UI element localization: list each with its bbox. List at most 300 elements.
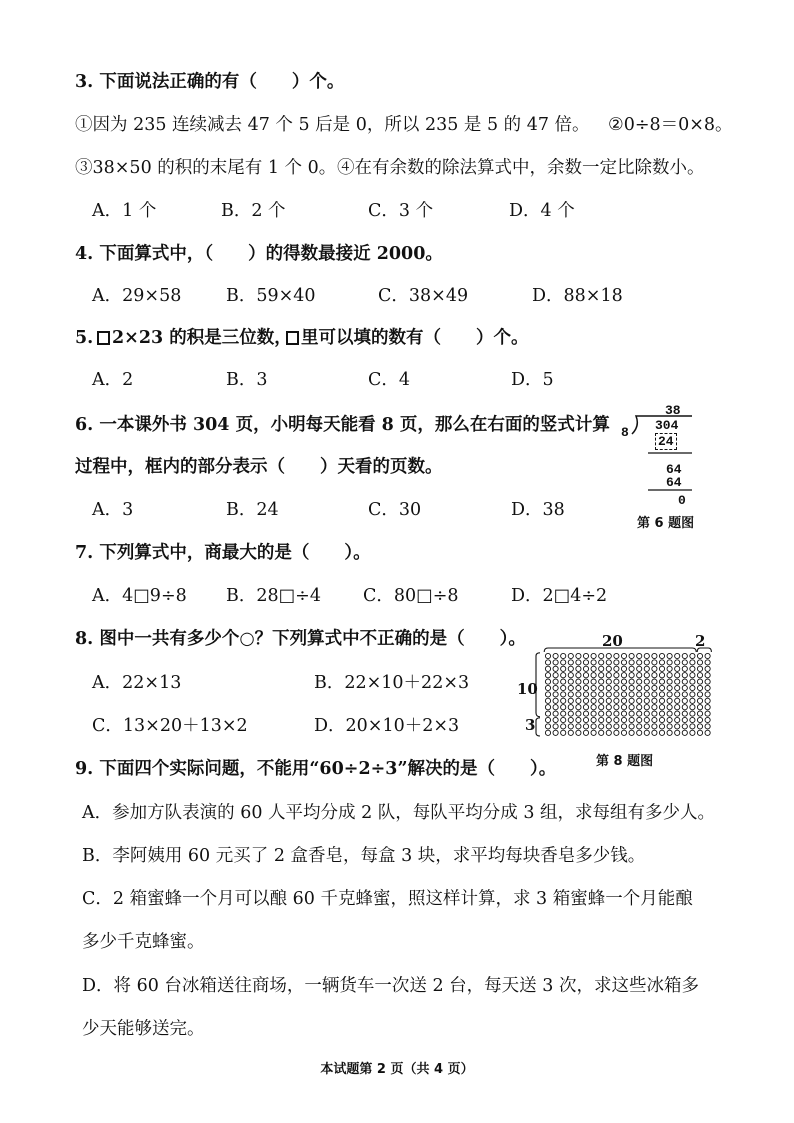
grid-circle	[576, 653, 581, 658]
grid-circle	[561, 705, 566, 710]
grid-circle	[591, 679, 596, 684]
grid-circle	[659, 724, 664, 729]
grid-circle	[599, 673, 604, 678]
grid-circle	[629, 673, 634, 678]
grid-circle	[576, 660, 581, 665]
grid-circle	[545, 698, 550, 703]
question-4-option-d[interactable]: D．88×18	[532, 286, 623, 306]
grid-circle	[629, 730, 634, 735]
grid-circle	[545, 685, 550, 690]
question-5-stem-rest: 里可以填的数有（ ）个。	[301, 328, 529, 348]
circle-grid-figure	[534, 648, 719, 743]
grid-circle	[599, 660, 604, 665]
question-3-statement-2: ②0÷8＝0×8。	[608, 115, 733, 135]
grid-circle	[690, 717, 695, 722]
side-brace-top	[536, 653, 540, 717]
grid-circle	[599, 685, 604, 690]
grid-circle	[545, 653, 550, 658]
grid-circle	[568, 653, 573, 658]
grid-circle	[682, 666, 687, 671]
question-3-option-b[interactable]: B．2 个	[221, 201, 286, 221]
grid-circle	[705, 724, 710, 729]
grid-circle	[667, 698, 672, 703]
grid-circle	[644, 660, 649, 665]
grid-circle	[629, 705, 634, 710]
grid-circle	[561, 685, 566, 690]
grid-circle	[621, 685, 626, 690]
grid-circle	[659, 660, 664, 665]
grid-circle	[705, 673, 710, 678]
grid-circle	[591, 673, 596, 678]
grid-circle	[675, 717, 680, 722]
grid-circle	[697, 717, 702, 722]
grid-circle	[705, 685, 710, 690]
grid-circle	[690, 685, 695, 690]
grid-circle	[576, 666, 581, 671]
grid-circle	[690, 692, 695, 697]
question-5-option-b[interactable]: B．3	[226, 370, 268, 390]
long-division-figure	[620, 400, 700, 510]
grid-circle	[667, 666, 672, 671]
grid-circle	[583, 698, 588, 703]
question-4-stem: 4. 下面算式中，（ ）的得数最接近 2000。	[75, 244, 443, 264]
question-3-option-d[interactable]: D．4 个	[509, 201, 575, 221]
grid-circle	[675, 685, 680, 690]
grid-circle	[667, 673, 672, 678]
grid-circle	[705, 679, 710, 684]
grid-circle	[614, 717, 619, 722]
question-9-option-c-line-2: 多少千克蜂蜜。	[82, 932, 205, 952]
blank-box-icon	[286, 331, 299, 345]
grid-circle	[629, 685, 634, 690]
question-6-line-1: 6. 一本课外书 304 页，小明每天能看 8 页，那么在右面的竖式计算	[75, 415, 610, 435]
grid-circle	[682, 685, 687, 690]
grid-circle	[621, 692, 626, 697]
question-8-option-a[interactable]: A．22×13	[92, 673, 182, 693]
grid-circle	[690, 679, 695, 684]
grid-circle	[614, 660, 619, 665]
grid-circle	[682, 730, 687, 735]
division-remainder: 0	[678, 493, 686, 508]
grid-circle	[637, 730, 642, 735]
question-8-option-b[interactable]: B．22×10＋22×3	[314, 673, 470, 693]
grid-circle	[667, 660, 672, 665]
grid-circle	[652, 653, 657, 658]
grid-circle	[545, 711, 550, 716]
grid-circle	[545, 692, 550, 697]
grid-circle	[553, 692, 558, 697]
grid-circle	[599, 711, 604, 716]
question-4-option-a[interactable]: A．29×58	[92, 286, 182, 306]
grid-circle	[652, 692, 657, 697]
grid-circle	[629, 679, 634, 684]
grid-circle	[606, 685, 611, 690]
grid-circle	[690, 666, 695, 671]
grid-circle	[682, 717, 687, 722]
grid-circle	[682, 698, 687, 703]
grid-circle	[644, 679, 649, 684]
question-5-option-a[interactable]: A．2	[92, 370, 134, 390]
grid-circle	[614, 653, 619, 658]
grid-circle	[637, 698, 642, 703]
grid-circle	[621, 679, 626, 684]
grid-circle	[690, 698, 695, 703]
question-3-option-c[interactable]: C．3 个	[368, 201, 434, 221]
grid-circle	[614, 673, 619, 678]
grid-circle	[576, 705, 581, 710]
grid-circle	[644, 653, 649, 658]
grid-circle	[576, 711, 581, 716]
grid-circle	[591, 692, 596, 697]
grid-circle	[697, 673, 702, 678]
grid-circle	[629, 653, 634, 658]
grid-circle	[545, 705, 550, 710]
grid-circle	[675, 679, 680, 684]
grid-circle	[591, 717, 596, 722]
grid-circle	[606, 730, 611, 735]
grid-circle	[652, 685, 657, 690]
grid-circle	[644, 711, 649, 716]
grid-circle	[621, 730, 626, 735]
grid-circle	[576, 692, 581, 697]
grid-circle	[667, 653, 672, 658]
grid-circle	[561, 653, 566, 658]
grid-circle	[568, 705, 573, 710]
grid-circle	[675, 660, 680, 665]
grid-circle	[690, 711, 695, 716]
grid-circle	[644, 705, 649, 710]
grid-circle	[599, 705, 604, 710]
grid-circle	[576, 724, 581, 729]
grid-circle	[621, 673, 626, 678]
grid-circle	[637, 673, 642, 678]
grid-circle	[576, 679, 581, 684]
question-5-number: 5.	[75, 328, 94, 348]
grid-circle	[561, 666, 566, 671]
question-8-stem: 8. 图中一共有多少个○？下列算式中不正确的是（ ）。	[75, 629, 526, 649]
grid-circle	[667, 711, 672, 716]
grid-circle	[606, 673, 611, 678]
grid-circle	[675, 673, 680, 678]
grid-circle	[561, 711, 566, 716]
grid-circle	[599, 653, 604, 658]
grid-circle	[591, 711, 596, 716]
grid-circle	[545, 717, 550, 722]
grid-circle	[599, 698, 604, 703]
grid-circle	[705, 698, 710, 703]
grid-circle	[606, 692, 611, 697]
grid-circle	[568, 724, 573, 729]
grid-circle	[568, 692, 573, 697]
grid-circle	[667, 717, 672, 722]
grid-circle	[583, 673, 588, 678]
grid-circle	[652, 666, 657, 671]
grid-circle	[561, 717, 566, 722]
grid-circle	[697, 724, 702, 729]
grid-circle	[705, 705, 710, 710]
grid-circle	[667, 692, 672, 697]
grid-circle	[637, 666, 642, 671]
question-8-option-c[interactable]: C．13×20＋13×2	[92, 716, 248, 736]
question-9-option-b[interactable]: B．李阿姨用 60 元买了 2 盒香皂，每盒 3 块，求平均每块香皂多少钱。	[82, 846, 646, 866]
grid-circle	[621, 653, 626, 658]
grid-circle	[553, 717, 558, 722]
grid-circle	[637, 679, 642, 684]
grid-circle	[637, 685, 642, 690]
grid-circle	[583, 730, 588, 735]
grid-circle	[583, 679, 588, 684]
grid-circle	[690, 705, 695, 710]
grid-circle	[545, 673, 550, 678]
question-7-option-d[interactable]: D．2□4÷2	[511, 586, 608, 606]
question-3-option-a[interactable]: A．1 个	[92, 201, 157, 221]
grid-circle	[576, 698, 581, 703]
grid-circle	[583, 705, 588, 710]
grid-circle	[568, 698, 573, 703]
grid-circle	[591, 666, 596, 671]
grid-circle	[690, 730, 695, 735]
grid-circle	[629, 717, 634, 722]
grid-circle	[591, 730, 596, 735]
grid-circle	[621, 660, 626, 665]
grid-circle	[545, 730, 550, 735]
grid-circle	[697, 685, 702, 690]
grid-circle	[614, 679, 619, 684]
grid-circle	[705, 717, 710, 722]
grid-circle	[697, 730, 702, 735]
grid-circle	[614, 692, 619, 697]
grid-circle	[606, 679, 611, 684]
grid-circle	[583, 685, 588, 690]
division-dividend: 304	[655, 418, 679, 433]
question-7-stem: 7. 下列算式中，商最大的是（ ）。	[75, 543, 371, 563]
question-9-option-a[interactable]: A．参加方队表演的 60 人平均分成 2 队，每队平均分成 3 组，求每组有多少人。	[82, 803, 716, 823]
question-4-option-b[interactable]: B．59×40	[226, 286, 316, 306]
grid-circle	[629, 711, 634, 716]
grid-circle	[568, 685, 573, 690]
grid-circle	[659, 705, 664, 710]
grid-circle	[644, 730, 649, 735]
grid-circle	[705, 730, 710, 735]
grid-circle	[561, 730, 566, 735]
grid-circle	[621, 666, 626, 671]
grid-circle	[621, 705, 626, 710]
grid-circle	[659, 653, 664, 658]
figure-8-label-top-right: 2	[695, 632, 706, 650]
question-3-statement-3: ③38×50 的积的末尾有 1 个 0。	[75, 158, 337, 178]
grid-circle	[553, 705, 558, 710]
grid-circle	[599, 679, 604, 684]
grid-circle	[652, 730, 657, 735]
question-6-option-b[interactable]: B．24	[226, 500, 279, 520]
grid-circle	[675, 711, 680, 716]
grid-circle	[652, 698, 657, 703]
question-9-option-d-line-2: 少天能够送完。	[82, 1019, 205, 1039]
grid-circle	[591, 685, 596, 690]
grid-circle	[629, 724, 634, 729]
grid-circle	[553, 730, 558, 735]
grid-circle	[652, 724, 657, 729]
grid-circle	[690, 660, 695, 665]
grid-circle	[644, 717, 649, 722]
grid-circle	[652, 660, 657, 665]
division-partial-product: 64	[666, 475, 682, 490]
grid-circle	[561, 673, 566, 678]
grid-circle	[675, 666, 680, 671]
grid-circle	[644, 698, 649, 703]
grid-circle	[690, 724, 695, 729]
grid-circle	[591, 653, 596, 658]
grid-circle	[561, 660, 566, 665]
grid-circle	[705, 660, 710, 665]
question-5-option-d[interactable]: D．5	[511, 370, 554, 390]
grid-circle	[667, 724, 672, 729]
grid-circle	[697, 666, 702, 671]
figure-8-label-side-top: 10	[517, 680, 538, 698]
grid-circle	[545, 679, 550, 684]
grid-circle	[659, 679, 664, 684]
grid-circle	[667, 705, 672, 710]
grid-circle	[599, 717, 604, 722]
grid-circle	[659, 717, 664, 722]
grid-circle	[561, 679, 566, 684]
grid-circle	[682, 673, 687, 678]
grid-circle	[591, 724, 596, 729]
grid-circle	[553, 724, 558, 729]
grid-circle	[614, 698, 619, 703]
grid-circle	[705, 692, 710, 697]
grid-circle	[591, 660, 596, 665]
grid-circle	[629, 698, 634, 703]
grid-circle	[553, 679, 558, 684]
top-brace-right	[697, 648, 711, 652]
question-5-stem: 2×23 的积是三位数，	[112, 328, 292, 348]
grid-circle	[591, 698, 596, 703]
grid-circle	[705, 653, 710, 658]
grid-circle	[644, 724, 649, 729]
grid-circle	[583, 660, 588, 665]
grid-circle	[682, 660, 687, 665]
figure-6-caption: 第 6 题图	[637, 516, 695, 531]
grid-circle	[621, 698, 626, 703]
figure-8-label-top-left: 20	[602, 632, 623, 650]
grid-circle	[553, 711, 558, 716]
grid-circle	[614, 705, 619, 710]
question-6-option-d[interactable]: D．38	[511, 500, 565, 520]
grid-circle	[553, 653, 558, 658]
grid-circle	[553, 685, 558, 690]
grid-circle	[614, 666, 619, 671]
grid-circle	[637, 692, 642, 697]
grid-circle	[606, 660, 611, 665]
grid-circle	[576, 730, 581, 735]
grid-circle	[629, 666, 634, 671]
grid-circle	[583, 692, 588, 697]
grid-circle	[697, 698, 702, 703]
grid-circle	[675, 698, 680, 703]
grid-circle	[621, 717, 626, 722]
grid-circle	[675, 705, 680, 710]
grid-circle	[576, 685, 581, 690]
side-brace-bottom	[536, 718, 540, 736]
grid-circle	[568, 717, 573, 722]
grid-circle	[659, 698, 664, 703]
question-7-option-b[interactable]: B．28□÷4	[226, 586, 321, 606]
division-divisor: 8	[621, 425, 629, 440]
grid-circle	[576, 717, 581, 722]
grid-circle	[652, 705, 657, 710]
grid-circle	[606, 698, 611, 703]
grid-circle	[561, 724, 566, 729]
grid-circle	[614, 685, 619, 690]
page-footer: 本试题第 2 页（共 4 页）	[320, 1062, 474, 1077]
question-7-option-c[interactable]: C．80□÷8	[363, 586, 459, 606]
question-8-option-d[interactable]: D．20×10＋2×3	[314, 716, 460, 736]
grid-circle	[644, 692, 649, 697]
grid-circle	[568, 666, 573, 671]
figure-8-label-side-bottom: 3	[525, 716, 536, 734]
question-4-option-c[interactable]: C．38×49	[378, 286, 469, 306]
grid-circle	[682, 653, 687, 658]
grid-circle	[599, 692, 604, 697]
question-9-stem: 9. 下面四个实际问题，不能用“60÷2÷3”解决的是（ ）。	[75, 759, 557, 779]
grid-circle	[553, 666, 558, 671]
grid-circle	[545, 724, 550, 729]
grid-circle	[675, 692, 680, 697]
grid-circle	[568, 730, 573, 735]
division-partial-dividend: 64	[666, 462, 682, 477]
grid-circle	[568, 660, 573, 665]
grid-circle	[629, 692, 634, 697]
question-7-option-a[interactable]: A．4□9÷8	[92, 586, 187, 606]
grid-circle	[644, 666, 649, 671]
grid-circle	[659, 673, 664, 678]
grid-circle	[659, 692, 664, 697]
grid-circle	[561, 698, 566, 703]
grid-circle	[606, 711, 611, 716]
grid-circle	[591, 705, 596, 710]
grid-circle	[606, 666, 611, 671]
grid-circle	[576, 673, 581, 678]
grid-circle	[561, 692, 566, 697]
grid-circle	[697, 660, 702, 665]
grid-circle	[697, 679, 702, 684]
grid-circle	[675, 730, 680, 735]
question-3-stem: 3. 下面说法正确的有（ ）个。	[75, 72, 345, 92]
question-5-option-c[interactable]: C．4	[368, 370, 411, 390]
grid-circle	[675, 724, 680, 729]
grid-circle	[637, 660, 642, 665]
grid-circle	[606, 653, 611, 658]
grid-circle	[697, 705, 702, 710]
question-9-option-c-line-1[interactable]: C．2 箱蜜蜂一个月可以酿 60 千克蜂蜜，照这样计算，求 3 箱蜜蜂一个月能酿	[82, 889, 693, 909]
grid-circle	[682, 692, 687, 697]
question-6-option-c[interactable]: C．30	[368, 500, 422, 520]
grid-circle	[690, 653, 695, 658]
grid-circle	[606, 724, 611, 729]
grid-circle	[621, 711, 626, 716]
grid-circle	[652, 673, 657, 678]
grid-circle	[682, 679, 687, 684]
grid-circle	[637, 724, 642, 729]
grid-circle	[652, 717, 657, 722]
blank-box-icon	[97, 331, 110, 345]
question-9-option-d-line-1[interactable]: D．将 60 台冰箱送往商场，一辆货车一次送 2 台，每天送 3 次，求这些冰箱多	[82, 976, 699, 996]
question-6-line-2: 过程中，框内的部分表示（ ）天看的页数。	[75, 457, 443, 477]
question-6-option-a[interactable]: A．3	[92, 500, 134, 520]
grid-circle	[553, 698, 558, 703]
grid-circle	[568, 673, 573, 678]
